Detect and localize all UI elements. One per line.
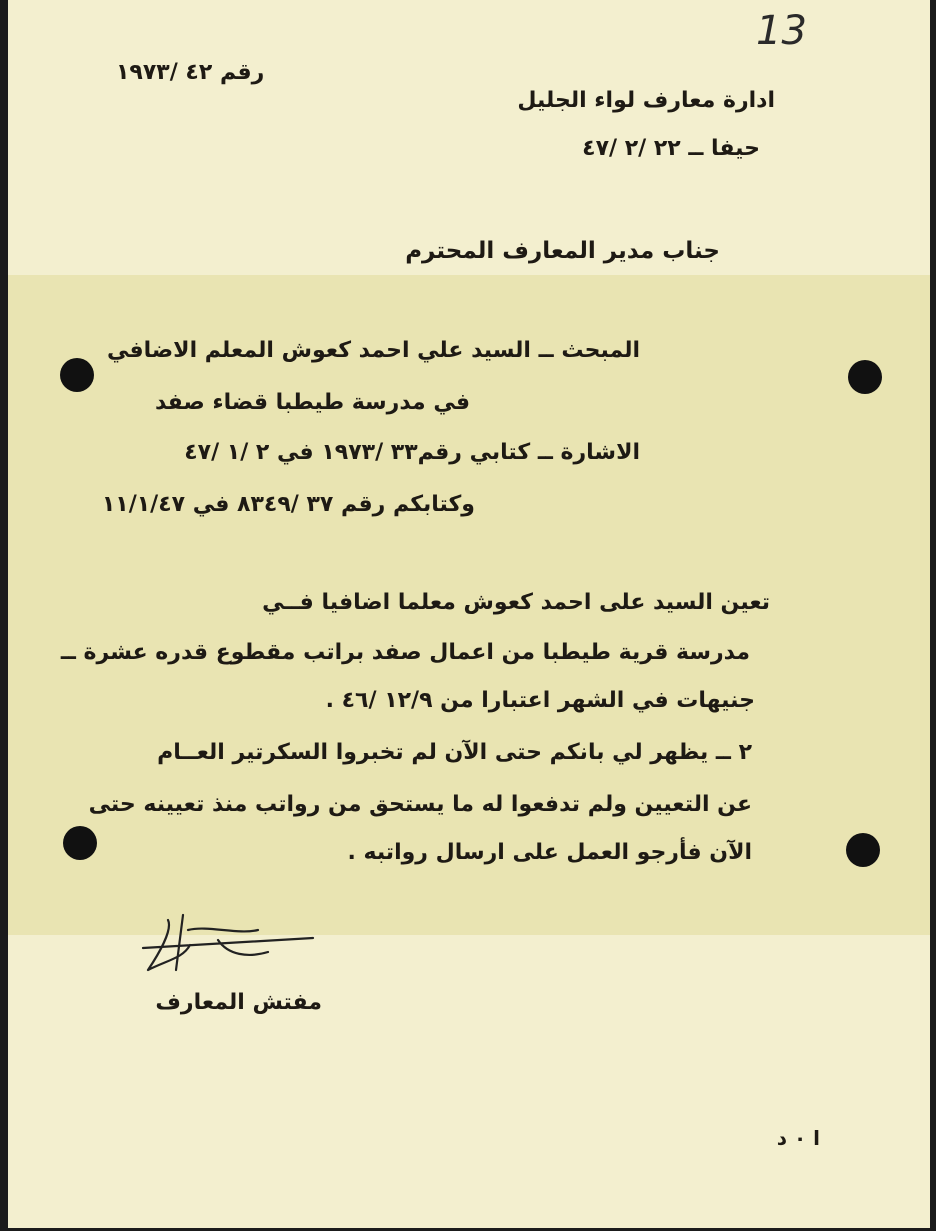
addressee: جناب مدير المعارف المحترم xyxy=(405,238,720,264)
document-page xyxy=(8,0,930,1228)
department-name: ادارة معارف لواء الجليل xyxy=(517,88,775,113)
body-para2-line1: ٢ ــ يظهر لي بانكم حتى الآن لم تخبروا السكرتير العــام xyxy=(157,740,752,765)
reference-line-2: وكتابكم رقم ٣٧ /٨٣٤٩ في ١١/١/٤٧ xyxy=(101,492,475,517)
page-number: 13 xyxy=(756,8,807,54)
body-para1-line2: مدرسة قرية طيطبا من اعمال صفد براتب مقطوع قدره عشرة ــ xyxy=(60,640,750,665)
punch-hole-bottom-right xyxy=(846,833,880,867)
signatory-title: مفتش المعارف xyxy=(155,990,322,1015)
reference-line-1: الاشارة ــ كتابي رقم٣٣ /١٩٧٣ في ٢ /١ /٤٧ xyxy=(184,440,640,465)
subject-line-1: المبحث ــ السيد علي احمد كعوش المعلم الاضافي xyxy=(107,338,640,363)
body-para1-line3: جنيهات في الشهر اعتبارا من ١٢/٩ /٤٦ . xyxy=(325,688,755,713)
punch-hole-bottom-left xyxy=(63,826,97,860)
body-para2-line2: عن التعيين ولم تدفعوا له ما يستحق من رواتب منذ تعيينه حتى xyxy=(88,792,752,817)
initials: ا ٠ د xyxy=(776,1126,820,1150)
reference-number: رقم ٤٢ /١٩٧٣ xyxy=(116,60,265,85)
punch-hole-top-left xyxy=(60,358,94,392)
subject-line-2: في مدرسة طيطبا قضاء صفد xyxy=(154,390,470,415)
punch-hole-top-right xyxy=(848,360,882,394)
body-para2-line3: الآن فأرجو العمل على ارسال رواتبه . xyxy=(347,840,752,865)
handwritten-signature xyxy=(128,900,338,990)
body-para1-line1: تعين السيد على احمد كعوش معلما اضافيا فــي xyxy=(262,590,770,615)
place-date: حيفا ــ ٢٢ /٢ /٤٧ xyxy=(582,136,760,161)
